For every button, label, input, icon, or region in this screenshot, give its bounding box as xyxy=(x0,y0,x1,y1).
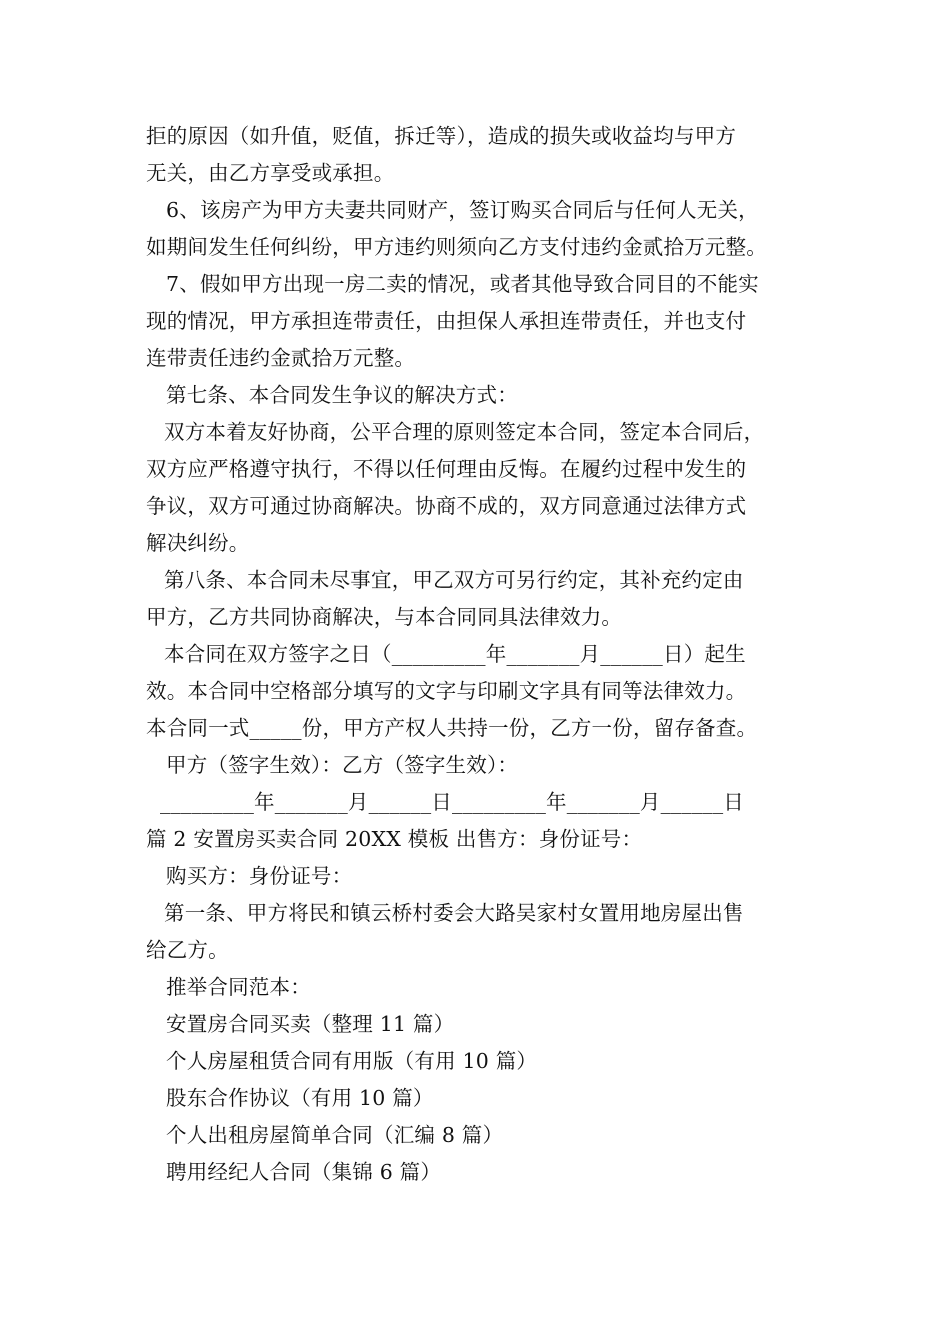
paragraph-line: 如期间发生任何纠纷，甲方违约则须向乙方支付违约金贰拾万元整。 xyxy=(146,235,767,259)
signature-label-line: 甲方（签字生效）：乙方（签字生效）： xyxy=(166,753,519,777)
paragraph-line: 解决纠纷。 xyxy=(146,531,250,555)
paragraph-line: 现的情况，甲方承担连带责任，由担保人承担连带责任，并也支付 xyxy=(146,309,747,333)
effective-date-line: 本合同在双方签字之日（_________年_______月______日）起生 xyxy=(164,642,746,666)
paragraph-line: 甲方，乙方共同协商解决，与本合同同具法律效力。 xyxy=(146,605,623,629)
copies-line: 本合同一式_____份，甲方产权人共持一份，乙方一份，留存备查。 xyxy=(146,716,758,740)
recommended-item: 安置房合同买卖（整理 11 篇） xyxy=(166,1012,455,1036)
clause-6-line: 6、该房产为甲方夫妻共同财产，签订购买合同后与任何人无关， xyxy=(166,198,759,222)
recommended-item: 个人房屋租赁合同有用版（有用 10 篇） xyxy=(166,1049,538,1073)
section-2-title: 篇 2 安置房买卖合同 20XX 模板 出售方：身份证号： xyxy=(146,827,643,851)
paragraph-line: 拒的原因（如升值，贬值，拆迁等），造成的损失或收益均与甲方 xyxy=(146,124,737,148)
paragraph-line: 效。本合同中空格部分填写的文字与印刷文字具有同等法律效力。 xyxy=(146,679,747,703)
recommended-item: 聘用经纪人合同（集锦 6 篇） xyxy=(166,1160,442,1184)
article-1-line: 第一条、甲方将民和镇云桥村委会大路吴家村女置用地房屋出售 xyxy=(164,901,744,925)
paragraph-line: 无关，由乙方享受或承担。 xyxy=(146,161,395,185)
recommended-item: 个人出租房屋简单合同（汇编 8 篇） xyxy=(166,1123,504,1147)
signature-date-line: _________年_______月______日_________年_______月______日 xyxy=(160,790,744,814)
paragraph-line: 给乙方。 xyxy=(146,938,229,962)
article-8-line: 第八条、本合同未尽事宜，甲乙双方可另行约定，其补充约定由 xyxy=(164,568,744,592)
recommended-item: 股东合作协议（有用 10 篇） xyxy=(166,1086,434,1110)
paragraph-line: 争议，双方可通过协商解决。协商不成的，双方同意通过法律方式 xyxy=(146,494,747,518)
paragraph-line: 双方应严格遵守执行，不得以任何理由反悔。在履约过程中发生的 xyxy=(146,457,747,481)
clause-7-line: 7、假如甲方出现一房二卖的情况，或者其他导致合同目的不能实 xyxy=(166,272,759,296)
paragraph-line: 双方本着友好协商，公平合理的原则签定本合同，签定本合同后， xyxy=(164,420,765,444)
buyer-line: 购买方：身份证号： xyxy=(166,864,353,888)
recommended-heading: 推举合同范本： xyxy=(166,975,311,999)
paragraph-line: 连带责任违约金贰拾万元整。 xyxy=(146,346,416,370)
document-body xyxy=(146,118,826,1191)
article-7-heading: 第七条、本合同发生争议的解决方式： xyxy=(166,383,518,407)
